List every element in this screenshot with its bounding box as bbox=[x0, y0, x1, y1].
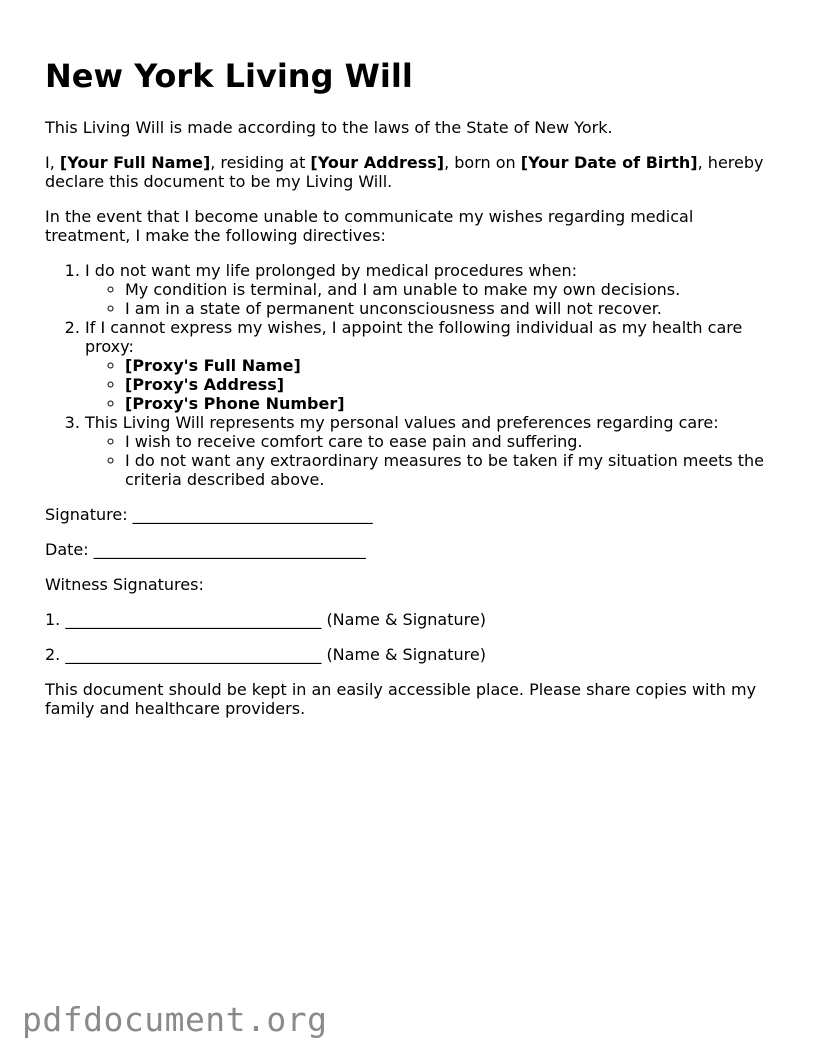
declaration-prefix: I, bbox=[45, 153, 60, 172]
intro-paragraph: This Living Will is made according to the laws of the State of New York. bbox=[45, 118, 613, 137]
proxy-address-placeholder bbox=[125, 375, 780, 394]
declaration-born: , born on bbox=[444, 153, 521, 172]
directive-item bbox=[85, 261, 780, 318]
directive-subitem: ◦ I wish to receive comfort care to ease pain and suffering. bbox=[125, 432, 780, 451]
proxy-name-placeholder bbox=[125, 356, 780, 375]
address-placeholder: [Your Address] bbox=[310, 153, 445, 172]
declaration-residing: , residing at bbox=[210, 153, 311, 172]
directive-sublist bbox=[85, 432, 780, 489]
directive-subitem: ◦ I am in a state of permanent unconsciousness and will not recover. bbox=[125, 299, 780, 318]
directive-sublist bbox=[85, 280, 780, 318]
proxy-name-text: [Proxy's Full Name] bbox=[125, 356, 301, 375]
document-title: New York Living Will bbox=[45, 57, 413, 95]
declaration-suffix: , hereby declare this document to be my Living Will. bbox=[45, 153, 764, 191]
witness-line-2: 2. ________________________________ (Name & Signature) bbox=[45, 645, 486, 664]
proxy-phone-text: [Proxy's Phone Number] bbox=[125, 394, 345, 413]
directive-text: I do not want my life prolonged by medical procedures when: bbox=[85, 261, 577, 280]
declaration-paragraph bbox=[45, 153, 780, 191]
watermark-logo: pdfdocument.org bbox=[22, 1000, 328, 1039]
date-of-birth-placeholder: [Your Date of Birth] bbox=[520, 153, 698, 172]
event-paragraph: In the event that I become unable to communicate my wishes regarding medical treatment, I make the following directives: bbox=[45, 207, 694, 245]
date-line: Date: __________________________________ bbox=[45, 540, 366, 559]
directives-list bbox=[45, 261, 780, 489]
directive-text: This Living Will represents my personal values and preferences regarding care: bbox=[85, 413, 719, 432]
directive-text: If I cannot express my wishes, I appoint the following individual as my health care proxy: bbox=[85, 318, 743, 356]
proxy-phone-placeholder bbox=[125, 394, 780, 413]
closing-paragraph: This document should be kept in an easily accessible place. Please share copies with my family and healthcare providers. bbox=[45, 680, 757, 718]
proxy-sublist bbox=[85, 356, 780, 413]
document-page bbox=[45, 56, 780, 734]
proxy-address-text: [Proxy's Address] bbox=[125, 375, 285, 394]
directive-subitem: ◦ My condition is terminal, and I am unable to make my own decisions. bbox=[125, 280, 780, 299]
directive-item bbox=[85, 413, 780, 489]
witness-line-1: 1. ________________________________ (Name & Signature) bbox=[45, 610, 486, 629]
directive-subitem: ◦ I do not want any extraordinary measures to be taken if my situation meets the criteria described above. bbox=[125, 451, 780, 489]
signature-line: Signature: ______________________________ bbox=[45, 505, 373, 524]
directive-item bbox=[85, 318, 780, 413]
witness-heading: Witness Signatures: bbox=[45, 575, 204, 594]
full-name-placeholder: [Your Full Name] bbox=[59, 153, 211, 172]
